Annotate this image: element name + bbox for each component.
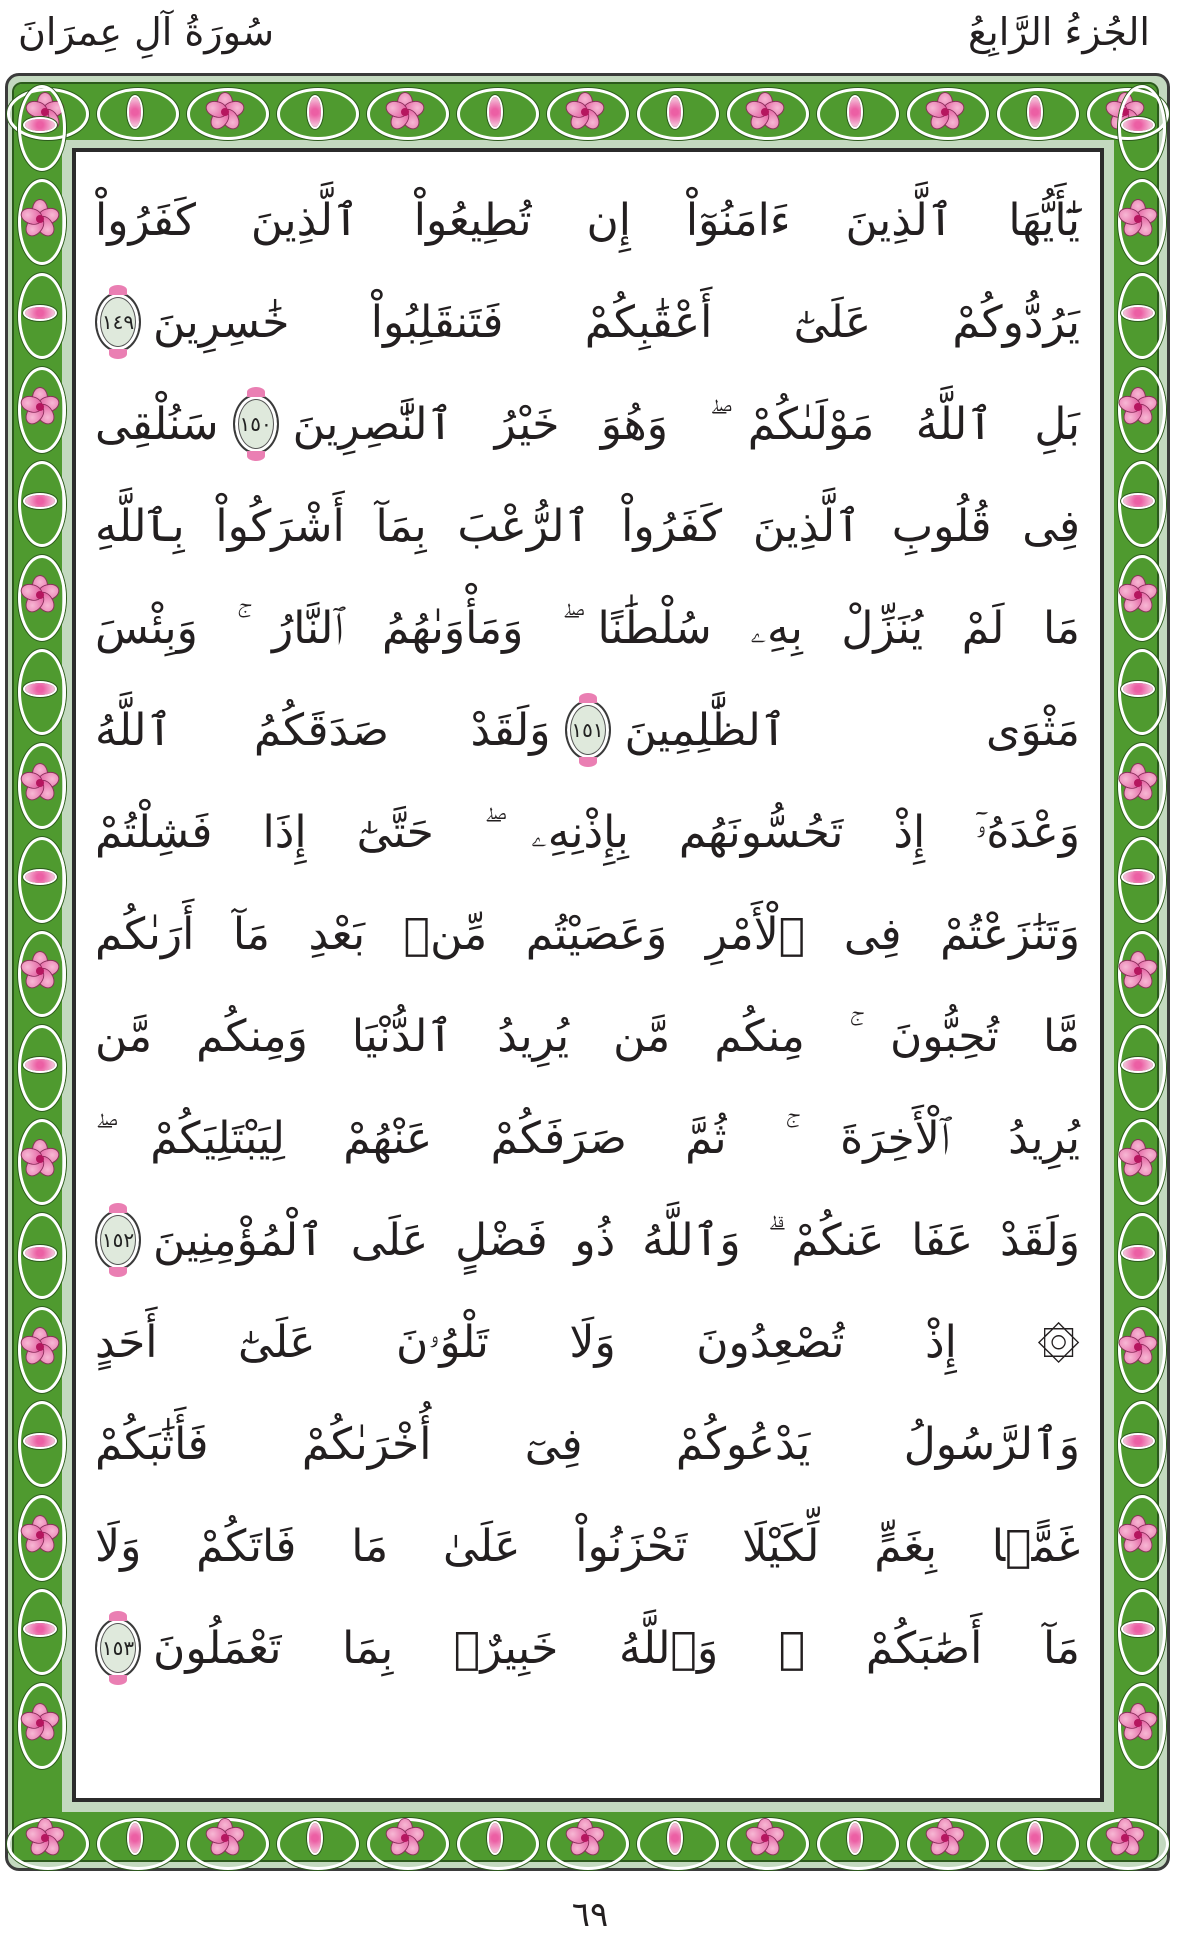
page-number: ٦٩ xyxy=(571,1895,609,1935)
line-text: مَآ أَصَٰبَكُمْ ۗ وَٱللَّهُ خَبِيرٌۢ بِمَا تَعْمَلُونَ xyxy=(153,1622,1080,1674)
text-line-11 xyxy=(95,1190,1080,1290)
line-text: وَتَنَٰزَعْتُمْ فِى ٱلْأَمْرِ وَعَصَيْتُم مِّنۢ بَعْدِ مَآ أَرَىٰكُم xyxy=(95,908,1080,960)
text-line-10 xyxy=(95,1088,1080,1188)
text-line-7 xyxy=(95,782,1080,882)
verse-marker-149: ١٤٩ xyxy=(95,292,141,352)
text-line-13 xyxy=(95,1394,1080,1494)
text-line-6 xyxy=(95,680,1080,780)
verse-marker-150: ١٥٠ xyxy=(233,394,279,454)
line-text: يَٰٓأَيُّهَا ٱلَّذِينَ ءَامَنُوٓاْ إِن تُطِيعُواْ ٱلَّذِينَ كَفَرُواْ xyxy=(95,194,1080,246)
line-text: وَٱلرَّسُولُ يَدْعُوكُمْ فِىٓ أُخْرَىٰكُمْ فَأَثَٰبَكُمْ xyxy=(95,1418,1080,1470)
line-text-after: وَلَقَدْ صَدَقَكُمُ ٱللَّهُ xyxy=(95,704,551,756)
verse-marker-152: ١٥٢ xyxy=(95,1210,141,1270)
line-text-after: سَنُلْقِى xyxy=(95,398,219,450)
text-line-3 xyxy=(95,374,1080,474)
line-text-before: بَلِ ٱللَّهُ مَوْلَىٰكُمْ ۖ وَهُوَ خَيْرُ ٱلنَّٰصِرِينَ xyxy=(292,398,1080,450)
line-text: وَلَقَدْ عَفَا عَنكُمْ ۗ وَٱللَّهُ ذُو فَضْلٍ عَلَى ٱلْمُؤْمِنِينَ xyxy=(153,1214,1080,1266)
text-line-1 xyxy=(95,170,1080,270)
line-text: غَمًّۢا بِغَمٍّ لِّكَيْلَا تَحْزَنُواْ عَلَىٰ مَا فَاتَكُمْ وَلَا xyxy=(95,1520,1080,1572)
verse-marker-151: ١٥١ xyxy=(565,700,611,760)
line-text: مَّا تُحِبُّونَ ۚ مِنكُم مَّن يُرِيدُ ٱلدُّنْيَا وَمِنكُم مَّن xyxy=(95,1010,1080,1062)
text-line-12 xyxy=(95,1292,1080,1392)
line-text: ۞ إِذْ تُصْعِدُونَ وَلَا تَلْوُۥنَ عَلَىٰٓ أَحَدٍ xyxy=(95,1316,1080,1368)
line-text: يُرِيدُ ٱلْأَخِرَةَ ۚ ثُمَّ صَرَفَكُمْ عَنْهُمْ لِيَبْتَلِيَكُمْ ۖ xyxy=(95,1112,1080,1164)
line-text: يَرُدُّوكُمْ عَلَىٰٓ أَعْقَٰبِكُمْ فَتَنقَلِبُواْ خَٰسِرِينَ xyxy=(153,296,1080,348)
juz-title: الجُزءُ الرَّابِعُ xyxy=(967,10,1150,54)
surah-title: سُورَةُ آلِ عِمرَانَ xyxy=(18,10,275,54)
line-text-before: مَثْوَى ٱلظَّٰلِمِينَ xyxy=(624,704,1080,756)
text-line-9 xyxy=(95,986,1080,1086)
line-text: وَعْدَهُۥٓ إِذْ تَحُسُّونَهُم بِإِذْنِهِۦ ۖ حَتَّىٰٓ إِذَا فَشِلْتُمْ xyxy=(95,806,1080,858)
text-line-14 xyxy=(95,1496,1080,1596)
text-line-2 xyxy=(95,272,1080,372)
text-line-5 xyxy=(95,578,1080,678)
line-text: فِى قُلُوبِ ٱلَّذِينَ كَفَرُواْ ٱلرُّعْبَ بِمَآ أَشْرَكُواْ بِٱللَّهِ xyxy=(95,500,1080,552)
text-line-4 xyxy=(95,476,1080,576)
text-line-8 xyxy=(95,884,1080,984)
text-line-15 xyxy=(95,1598,1080,1698)
verse-marker-153: ١٥٣ xyxy=(95,1618,141,1678)
line-text: مَا لَمْ يُنَزِّلْ بِهِۦ سُلْطَٰنًا ۖ وَمَأْوَىٰهُمُ ٱلنَّارُ ۚ وَبِئْسَ xyxy=(95,602,1080,654)
